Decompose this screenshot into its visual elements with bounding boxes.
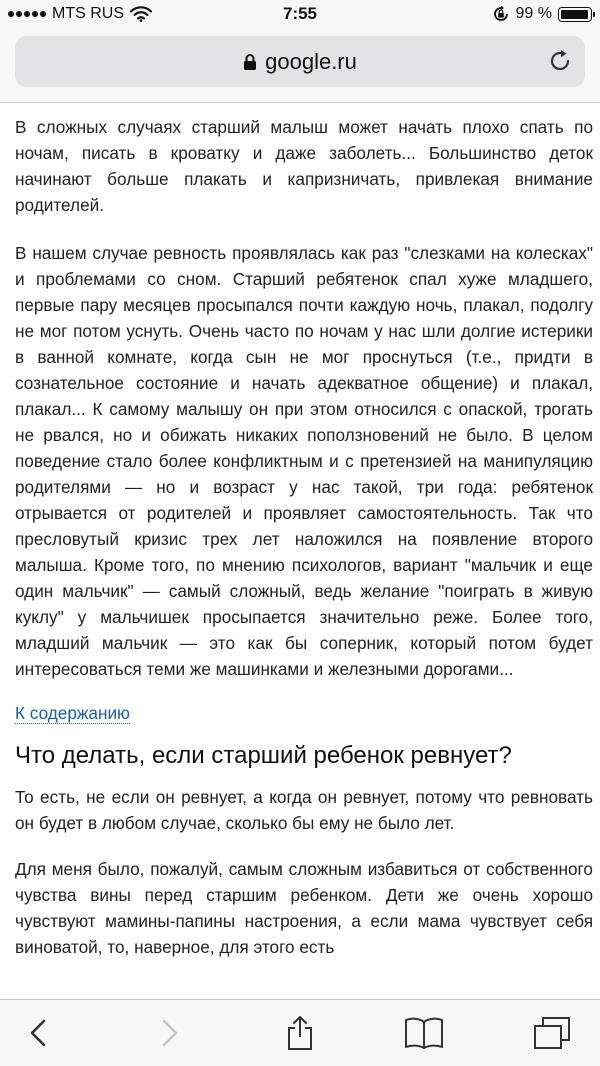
chevron-right-icon — [160, 1018, 180, 1048]
toc-link-text[interactable]: К содержанию — [15, 703, 130, 723]
status-bar — [0, 0, 600, 30]
article-paragraph: В нашем случае ревность проявлялась как раз "слезками на колесках" и проблемами со сном. Старший ребятенок спал хуже младшего, первые пару месяцев просыпался почти каждую ночь, плакал, подолгу не мог потом уснуть. Очень часто по ночам у нас шли долгие истерики в ванной комнате, когда сын не мог проснуться (т.е., придти в сознательное состояние и начать адекватное общение) и плакал, плакал... К самому малышу он при этом относился с опаской, трогать не рвался, но и обижать никаких поползновений не было. В целом поведение стало более конфликтным и с претензией на манипуляцию родителями — но и возраст у нас такой, три года: ребятенок отрывается от родителей и проявляет самостоятельность. Так что пресловутый кризис трех лет наложился на появление второго малыша. Кроме того, по мнению психологов, вариант "мальчик и еще один мальчик" — самый сложный, ведь желание "поиграть в живую куклу" у мальчишек просыпается значительно реже. Более того, младший мальчик — это как бы соперник, который потом будет интересоваться теми же машинками и железными дорогами... — [15, 243, 593, 679]
url-domain: google.ru — [265, 48, 357, 74]
url-display[interactable] — [15, 36, 585, 87]
lock-icon — [243, 53, 257, 71]
book-icon — [404, 1016, 444, 1050]
article-content — [15, 102, 593, 1002]
carrier-name: MTS RUS — [52, 5, 124, 22]
article-paragraph: В сложных случаях старший малыш может начать плохо спать по ночам, писать в кроватку и даже заболеть... Большинство деток начинают больше плакать и капризничать, привлекая внимание родителей. — [15, 117, 593, 215]
tabs-icon — [533, 1016, 571, 1050]
battery-level-fill — [561, 10, 588, 19]
section-heading: Что делать, если старший ребенок ревнует? — [15, 742, 512, 769]
forward-button[interactable] — [150, 1015, 190, 1051]
article-paragraph: То есть, не если он ревнует, а когда он ревнует, потому что ревновать он будет в любом случае, сколько бы ему не было лет. — [15, 787, 593, 833]
toc-link[interactable] — [15, 700, 593, 726]
clock: 7:55 — [282, 4, 318, 23]
browser-header — [0, 30, 600, 103]
chevron-left-icon — [28, 1018, 48, 1048]
back-button[interactable] — [18, 1015, 58, 1051]
browser-toolbar — [0, 999, 600, 1066]
rotation-lock-icon — [492, 5, 510, 23]
address-bar[interactable] — [15, 36, 585, 87]
tabs-button[interactable] — [532, 1015, 572, 1051]
status-right — [492, 5, 592, 23]
reload-icon[interactable] — [547, 48, 573, 74]
article-paragraph: Для меня было, пожалуй, самым сложным избавиться от собственного чувства вины перед старшим ребенком. Дети же очень хорошо чувствуют мамины-папины настроения, а если мама чувствует себя виноватой, то, наверное, для этого есть — [15, 859, 593, 957]
share-icon — [285, 1015, 315, 1051]
battery-icon — [558, 7, 592, 22]
bookmarks-button[interactable] — [404, 1015, 444, 1051]
share-button[interactable] — [280, 1015, 320, 1051]
battery-percent: 99 % — [515, 5, 552, 22]
